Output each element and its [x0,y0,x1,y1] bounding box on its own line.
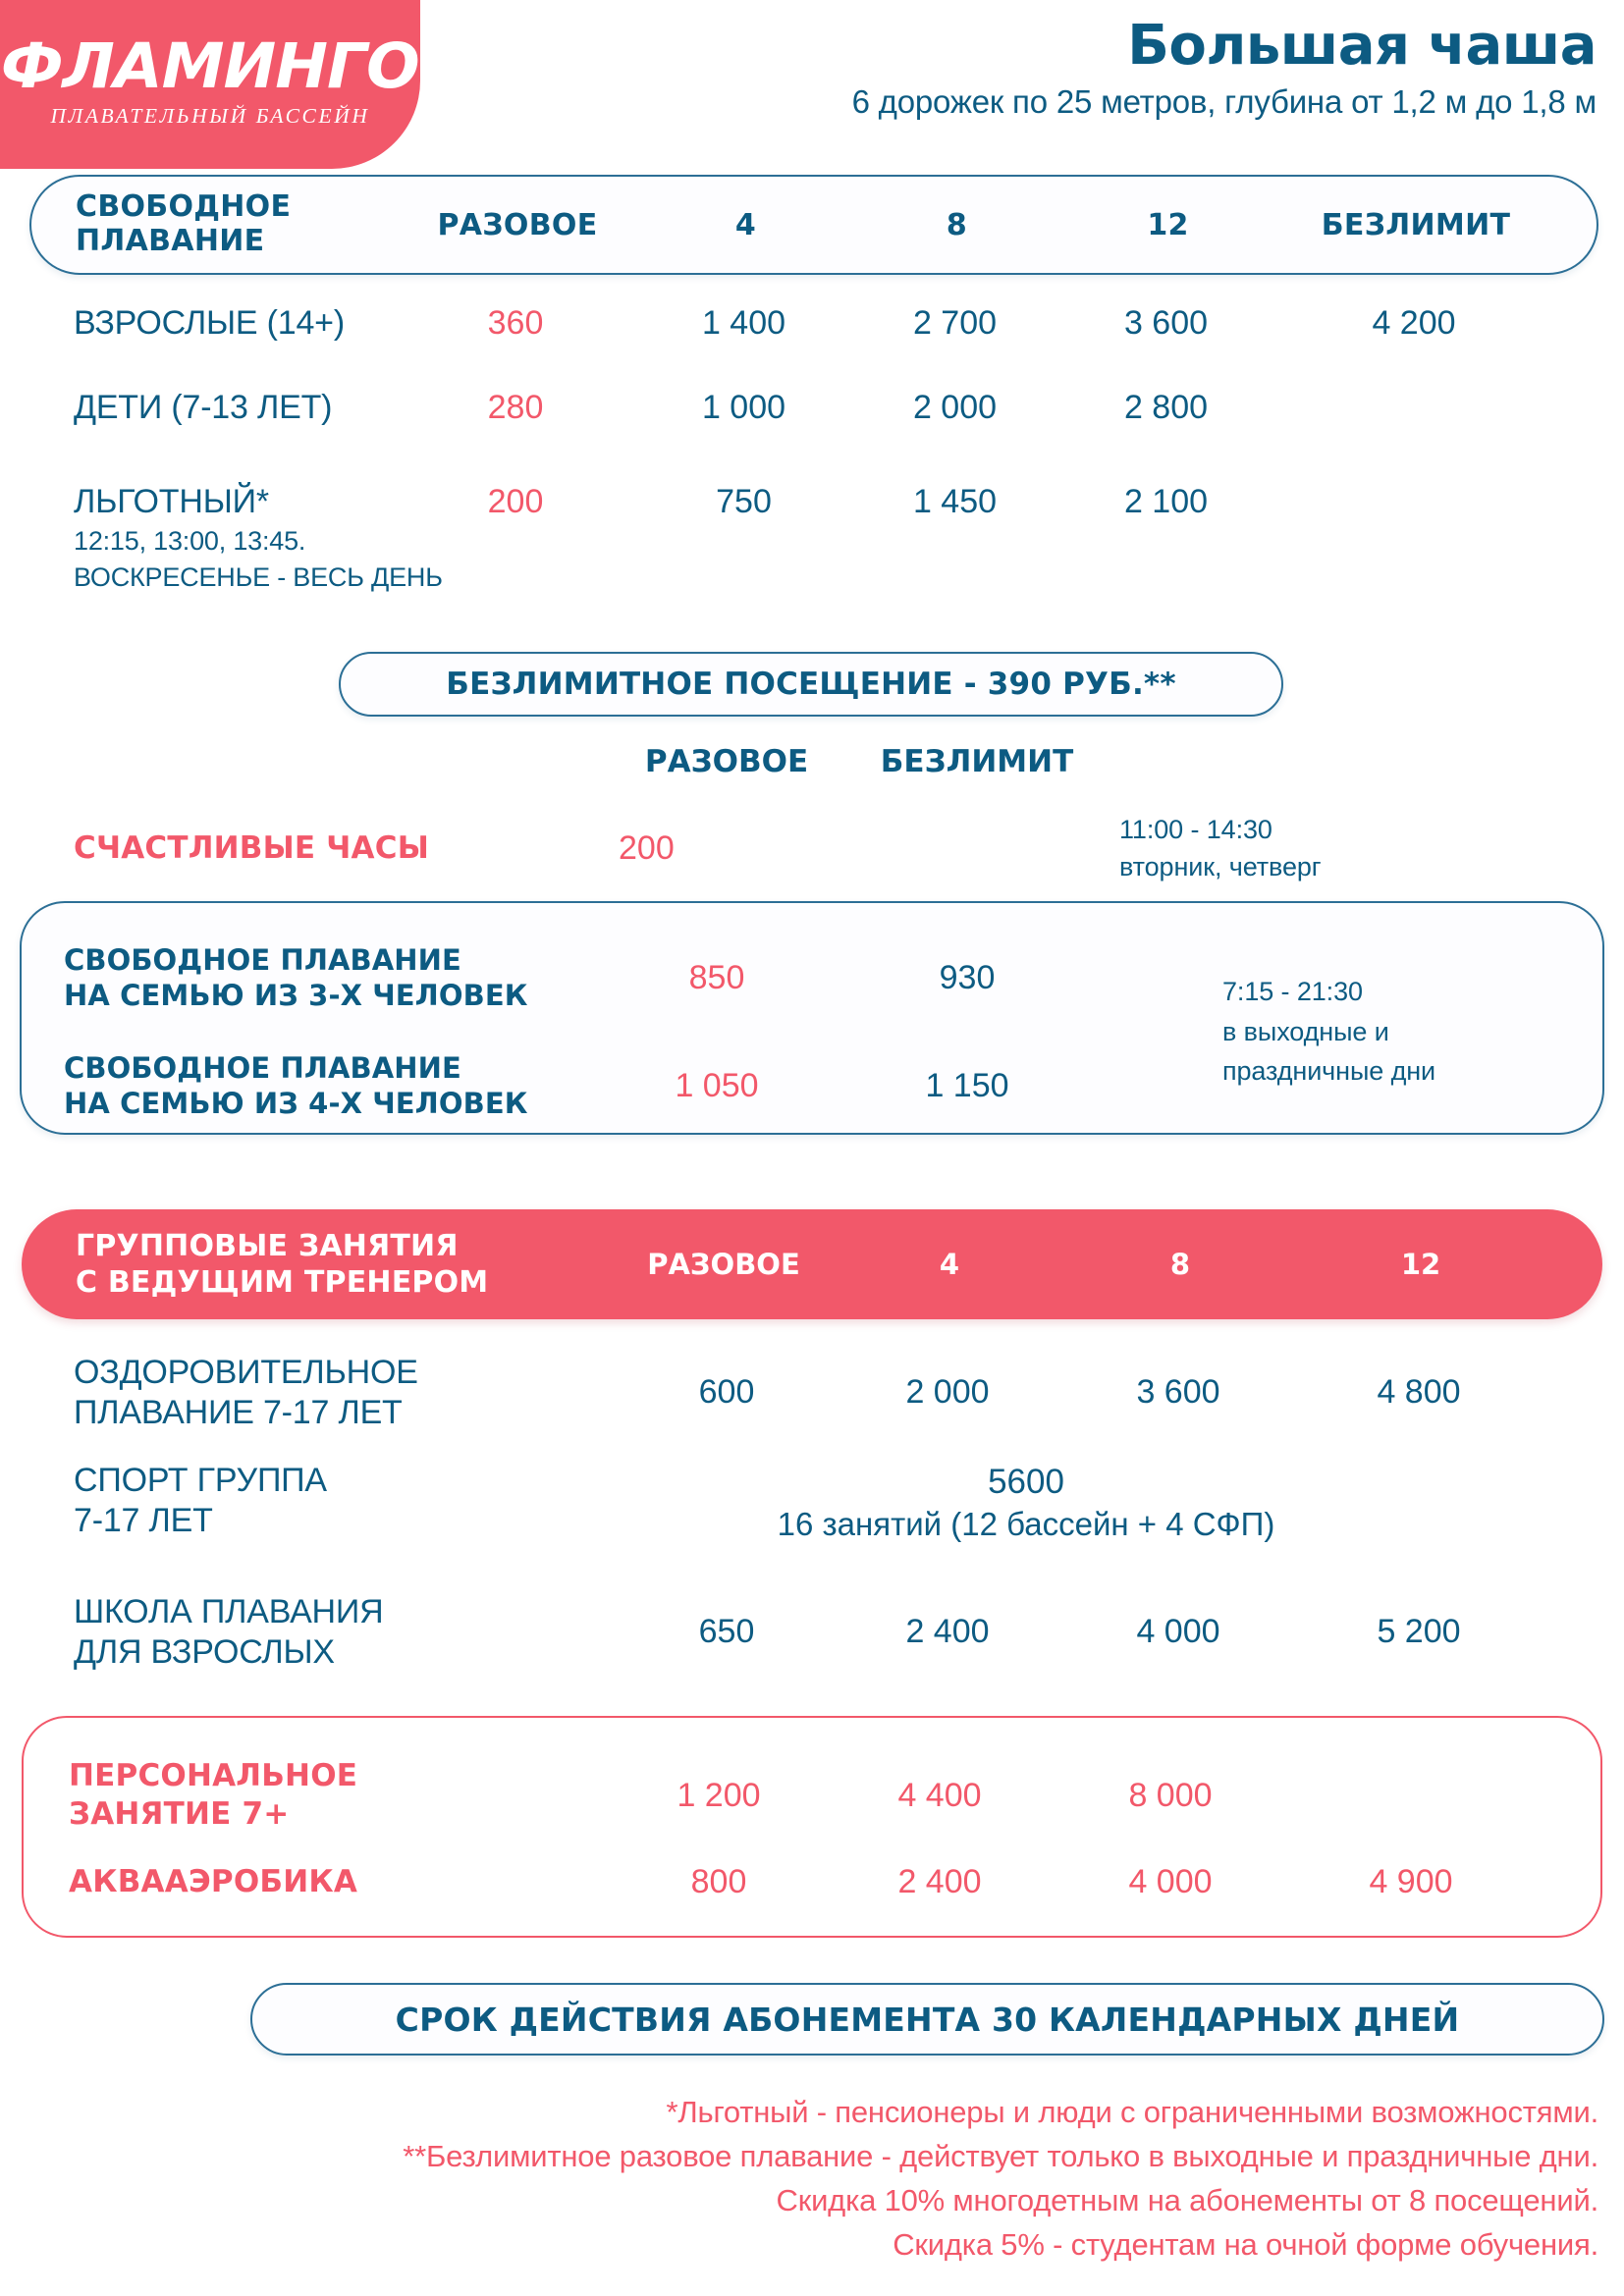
price-wellness-8: 3 600 [1136,1373,1220,1412]
row-label-family-3-line2: НА СЕМЬЮ ИЗ 3-Х ЧЕЛОВЕК [64,979,528,1013]
brand-logo-tagline: ПЛАВАТЕЛЬНЫЙ БАССЕЙН [50,103,370,128]
group-column-header-single: РАЗОВОЕ [647,1248,800,1281]
group-lessons-title-line2: С ВЕДУЩИМ ТРЕНЕРОМ [76,1265,489,1300]
footnote-item: Скидка 5% - студентам на очной форме обучения. [893,2226,1598,2262]
row-label-wellness-swim-line2: ПЛАВАНИЕ 7-17 ЛЕТ [74,1393,403,1431]
group-lessons-header-band [22,1209,1602,1319]
table-row [29,389,1595,427]
price-wellness-4: 2 000 [905,1373,990,1412]
row-label-wellness-swim [29,1353,619,1433]
page-title: Большая чаша [1127,14,1597,78]
unlimited-visit-label: БЕЗЛИМИТНОЕ ПОСЕЩЕНИЕ - 390 РУБ.** [446,667,1176,702]
row-label-personal-training-line1: ПЕРСОНАЛЬНОЕ [69,1758,358,1793]
price-adults-12: 3 600 [1123,304,1209,342]
price-concession-12: 2 100 [1123,483,1209,520]
family-swim-note [1222,972,1435,1092]
price-children-single: 280 [487,389,544,426]
footnote-item: **Безлимитное разовое плавание - действует только в выходные и праздничные дни. [403,2138,1598,2173]
sport-group-detail: 16 занятий (12 бассейн + 4 СФП) [777,1505,1275,1542]
row-label-family-4-line2: НА СЕМЬЮ ИЗ 4-Х ЧЕЛОВЕК [64,1087,528,1121]
page-subtitle: 6 дорожек по 25 метров, глубина от 1,2 м до 1,8 м [851,82,1597,120]
row-label-personal-training [22,1757,611,1834]
price-adults-8: 2 700 [912,304,998,342]
family-note-line3: праздничные дни [1222,1056,1436,1086]
footnote-item: Скидка 10% многодетным на абонементы от 8 посещений. [776,2182,1598,2217]
price-adult-school-single: 650 [698,1613,755,1651]
price-personal-8: 8 000 [1128,1776,1213,1814]
table-row [22,1863,1602,1901]
row-label-personal-training-line2: ЗАНЯТИЕ 7+ [69,1796,290,1833]
group-column-header-8: 8 [1169,1248,1191,1281]
table-row [22,1757,1602,1834]
price-wellness-single: 600 [698,1373,755,1412]
free-swim-section-title [31,190,395,259]
row-label-aqua-aerobics-line1: АКВААЭРОБИКА [69,1864,358,1899]
price-wellness-12: 4 800 [1377,1373,1461,1412]
price-adults-single: 360 [487,304,544,342]
column-header-12: 12 [1147,207,1189,242]
price-concession-4: 750 [716,483,772,520]
column-header-4: 4 [734,207,757,242]
price-aqua-8: 4 000 [1128,1863,1213,1901]
price-adults-unlimited: 4 200 [1372,304,1456,342]
validity-banner-label: СРОК ДЕЙСТВИЯ АБОНЕМЕНТА 30 КАЛЕНДАРНЫХ ДНЕЙ [395,2000,1460,2039]
row-label-aqua-aerobics [22,1863,611,1901]
price-aqua-single: 800 [690,1863,747,1901]
row-label-adult-school-line2: ДЛЯ ВЗРОСЛЫХ [74,1632,335,1671]
family-note-time: 7:15 - 21:30 [1222,977,1363,1006]
sport-group-price-block [619,1461,1434,1546]
price-aqua-4: 2 400 [897,1863,982,1901]
price-adult-school-4: 2 400 [905,1613,990,1651]
happy-hours-note-time: 11:00 - 14:30 [1119,815,1272,844]
price-family-4-unlimited: 1 150 [925,1066,1009,1104]
group-lessons-title-line1: ГРУППОВЫЕ ЗАНЯТИЯ [76,1228,459,1263]
price-children-4: 1 000 [701,389,786,426]
row-label-family-4-line1: СВОБОДНОЕ ПЛАВАНИЕ [64,1051,461,1085]
price-concession-8: 1 450 [912,483,998,520]
row-note-concession-times: 12:15, 13:00, 13:45. [74,526,306,557]
row-label-adults: ВЗРОСЛЫЕ (14+) [74,304,345,342]
price-concession-single: 200 [487,483,544,520]
happy-column-header-unlimited: БЕЗЛИМИТ [880,744,1074,779]
row-label-family-3 [20,942,609,1014]
price-family-4-single: 1 050 [675,1066,759,1104]
unlimited-visit-banner [339,652,1283,717]
happy-hours-header-row [29,744,1595,779]
table-row [29,483,1595,594]
price-personal-4: 4 400 [897,1776,982,1814]
brand-logo-name: ФЛАМИНГО [1,29,419,102]
table-row [29,1353,1595,1433]
row-label-concession-main: ЛЬГОТНЫЙ* [74,483,269,520]
row-label-family-4 [20,1050,609,1122]
price-happy-single: 200 [619,828,675,867]
row-note-concession-sunday: ВОСКРЕСЕНЬЕ - ВЕСЬ ДЕНЬ [74,562,443,593]
price-family-3-unlimited: 930 [939,958,996,996]
table-row [29,811,1595,886]
row-label-sport-group-line2: 7-17 ЛЕТ [74,1501,213,1539]
column-header-unlimited: БЕЗЛИМИТ [1321,207,1511,242]
row-label-sport-group [29,1461,619,1541]
price-family-3-single: 850 [688,958,745,996]
column-header-single: РАЗОВОЕ [437,207,598,242]
row-label-sport-group-line1: СПОРТ ГРУППА [74,1462,327,1499]
price-adult-school-12: 5 200 [1377,1613,1461,1651]
price-adult-school-8: 4 000 [1136,1613,1220,1651]
price-children-12: 2 800 [1123,389,1209,426]
price-aqua-12: 4 900 [1369,1863,1453,1901]
brand-logo [0,0,420,169]
footnote-item: *Льготный - пенсионеры и люди с ограниченными возможностями. [666,2095,1598,2129]
table-row [29,1592,1595,1673]
row-label-family-3-line1: СВОБОДНОЕ ПЛАВАНИЕ [64,943,461,977]
group-column-header-4: 4 [939,1248,960,1281]
free-swim-header-row [29,175,1598,275]
happy-column-header-single: РАЗОВОЕ [644,744,809,779]
row-label-children: ДЕТИ (7-13 ЛЕТ) [74,389,333,426]
price-children-8: 2 000 [912,389,998,426]
group-column-header-12: 12 [1400,1248,1441,1281]
row-label-wellness-swim-line1: ОЗДОРОВИТЕЛЬНОЕ [74,1354,418,1391]
row-label-adult-school [29,1592,619,1673]
column-header-8: 8 [946,207,968,242]
happy-hours-note [1119,811,1571,886]
family-note-line2: в выходные и [1222,1016,1389,1046]
row-label-happy-hours: СЧАСТЛИВЫЕ ЧАСЫ [74,830,430,867]
row-label-adult-school-line1: ШКОЛА ПЛАВАНИЯ [74,1593,384,1630]
price-personal-single: 1 200 [677,1776,761,1814]
price-sport-group: 5600 [988,1463,1064,1501]
header-text-block [851,14,1597,121]
group-lessons-title [22,1228,611,1302]
free-swim-section-title-line2: ПЛАВАНИЕ [76,224,265,258]
validity-banner [250,1983,1604,2056]
page-header [0,0,1624,169]
free-swim-section-title-line1: СВОБОДНОЕ [76,189,292,225]
table-row [29,304,1595,343]
footnotes [403,2091,1598,2268]
happy-hours-note-days: вторник, четверг [1119,852,1322,882]
price-adults-4: 1 400 [701,304,786,342]
row-label-concession [29,483,443,594]
